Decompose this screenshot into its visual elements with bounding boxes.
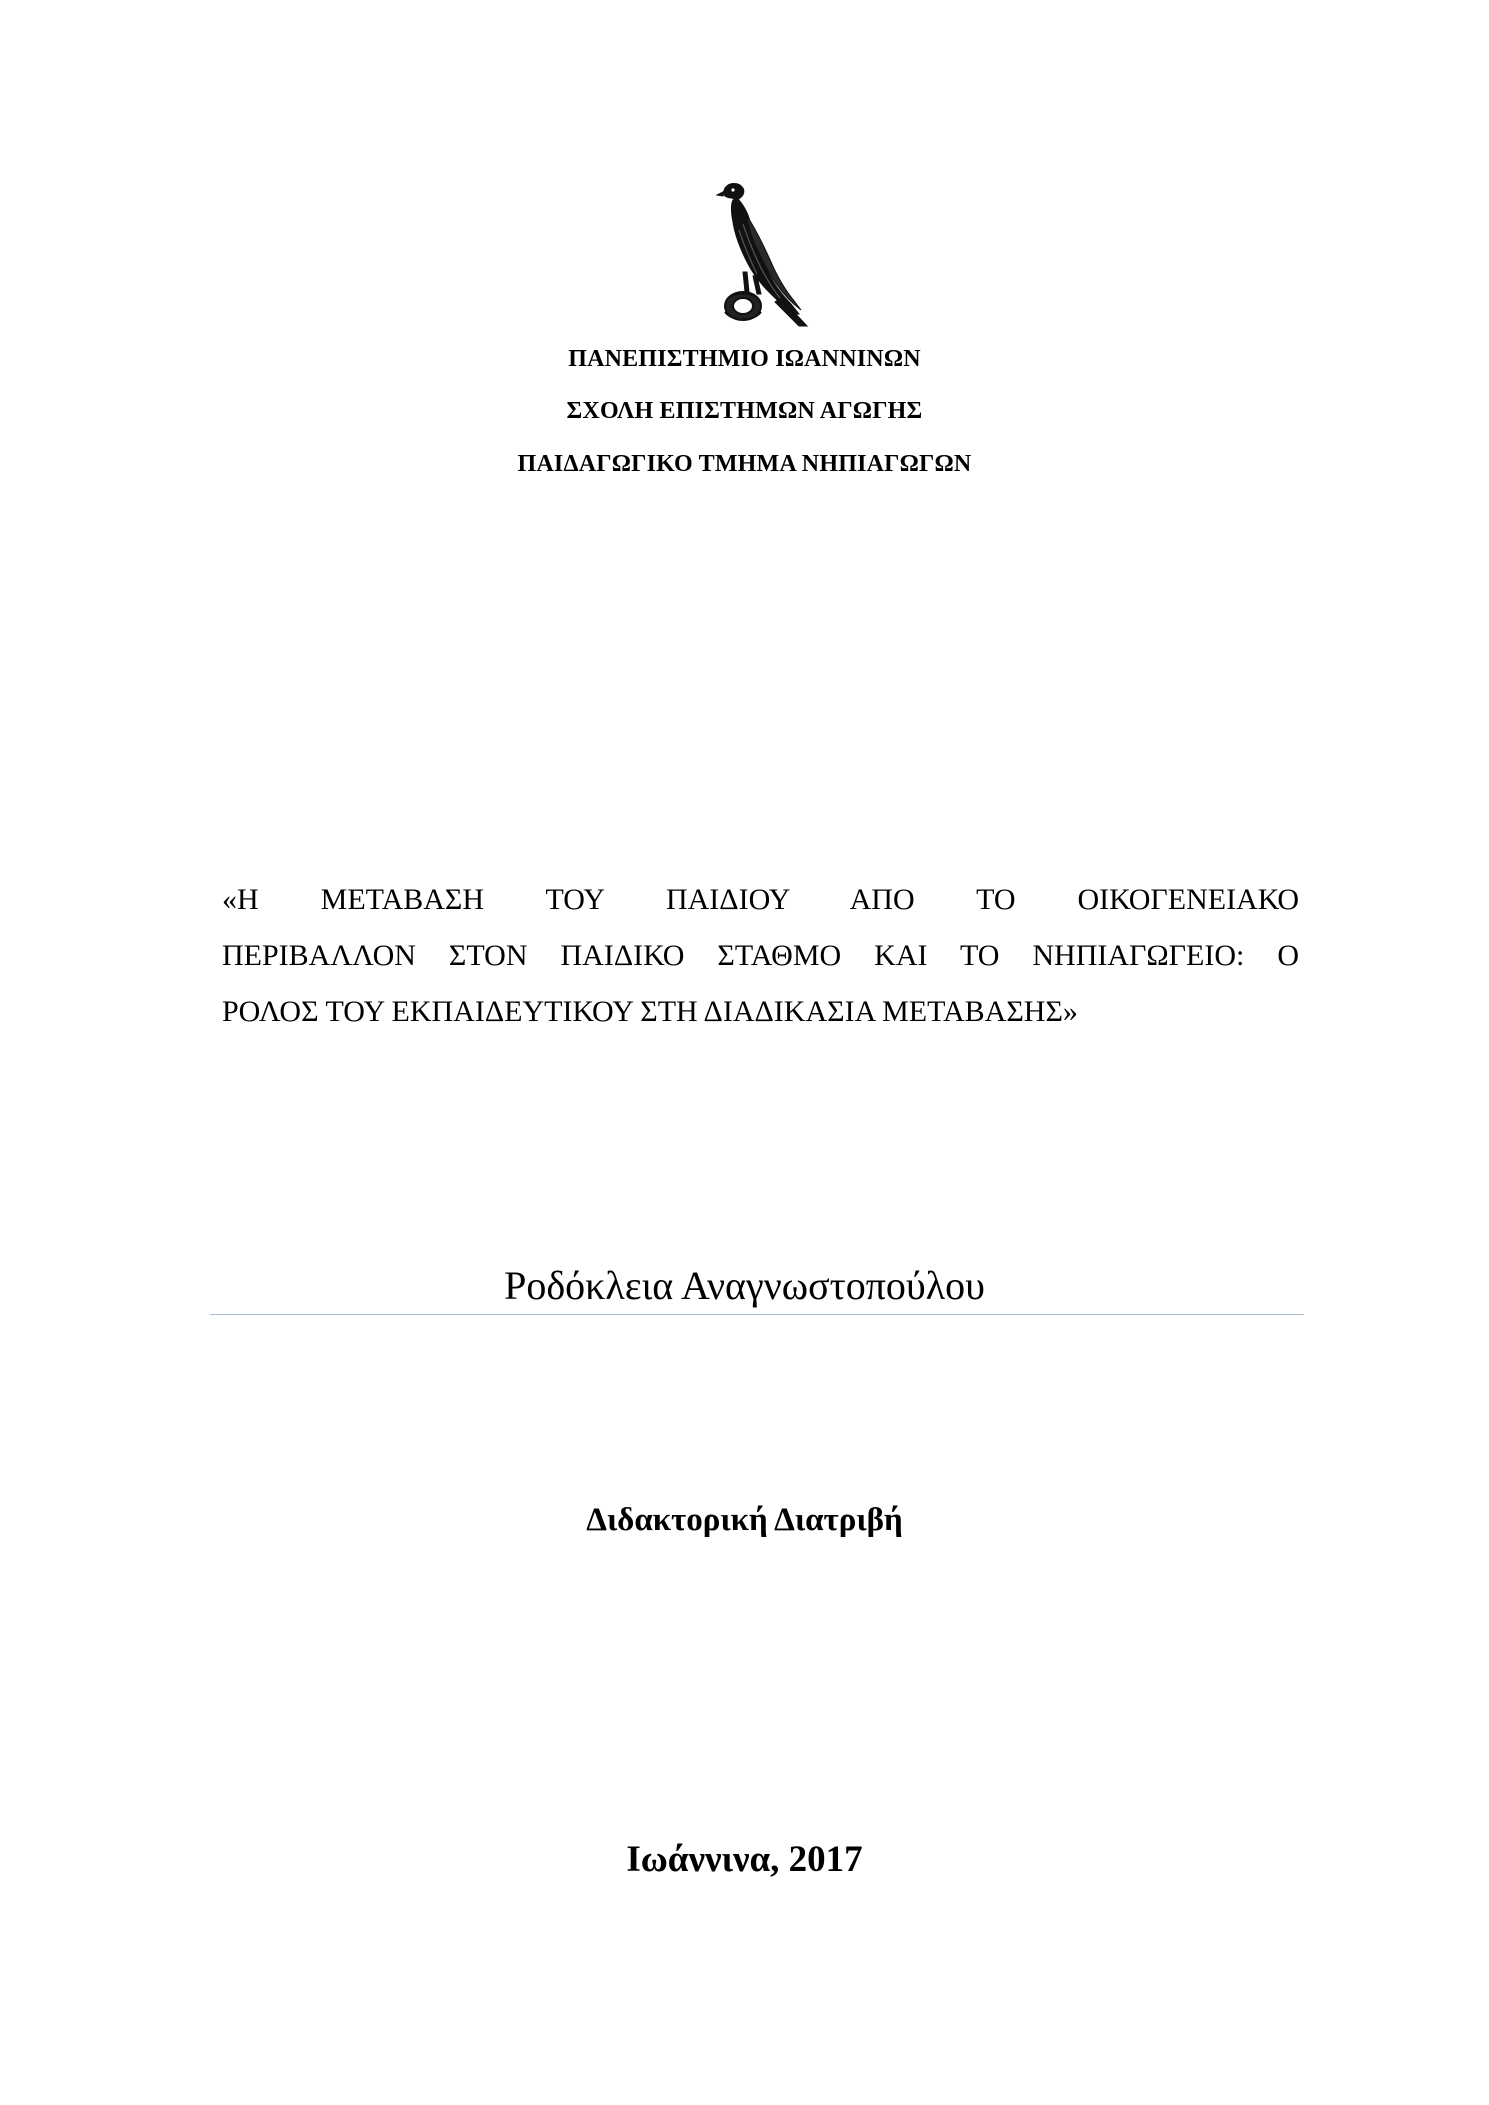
thesis-title-line: «Η ΜΕΤΑΒΑΣΗ ΤΟΥ ΠΑΙΔΙΟΥ ΑΠΟ ΤΟ ΟΙΚΟΓΕΝΕΙΑΚΟ (222, 883, 1299, 916)
eagle-emblem-icon (703, 180, 813, 328)
university-name: ΠΑΝΕΠΙΣΤΗΜΙΟ ΙΩΑΝΝΙΝΩΝ (568, 346, 921, 372)
place-and-year: Ιωάννινα, 2017 (626, 1839, 863, 1880)
thesis-title-line: ΡΟΛΟΣ ΤΟΥ ΕΚΠΑΙΔΕΥΤΙΚΟΥ ΣΤΗ ΔΙΑΔΙΚΑΣΙΑ ΜΕΤΑΒΑΣΗΣ» (222, 995, 1078, 1028)
thesis-title-line: ΠΕΡΙΒΑΛΛΟΝ ΣΤΟΝ ΠΑΙΔΙΚΟ ΣΤΑΘΜΟ ΚΑΙ ΤΟ ΝΗΠΙΑΓΩΓΕΙΟ: Ο (222, 939, 1299, 972)
school-name: ΣΧΟΛΗ ΕΠΙΣΤΗΜΩΝ ΑΓΩΓΗΣ (566, 398, 923, 424)
document-type: Διδακτορική Διατριβή (586, 1502, 903, 1538)
author-divider (210, 1314, 1304, 1315)
author-name: Ροδόκλεια Αναγνωστοπούλου (504, 1263, 985, 1308)
thesis-title (222, 872, 1299, 1040)
department-name: ΠΑΙΔΑΓΩΓΙΚΟ ΤΜΗΜΑ ΝΗΠΙΑΓΩΓΩΝ (517, 451, 972, 477)
